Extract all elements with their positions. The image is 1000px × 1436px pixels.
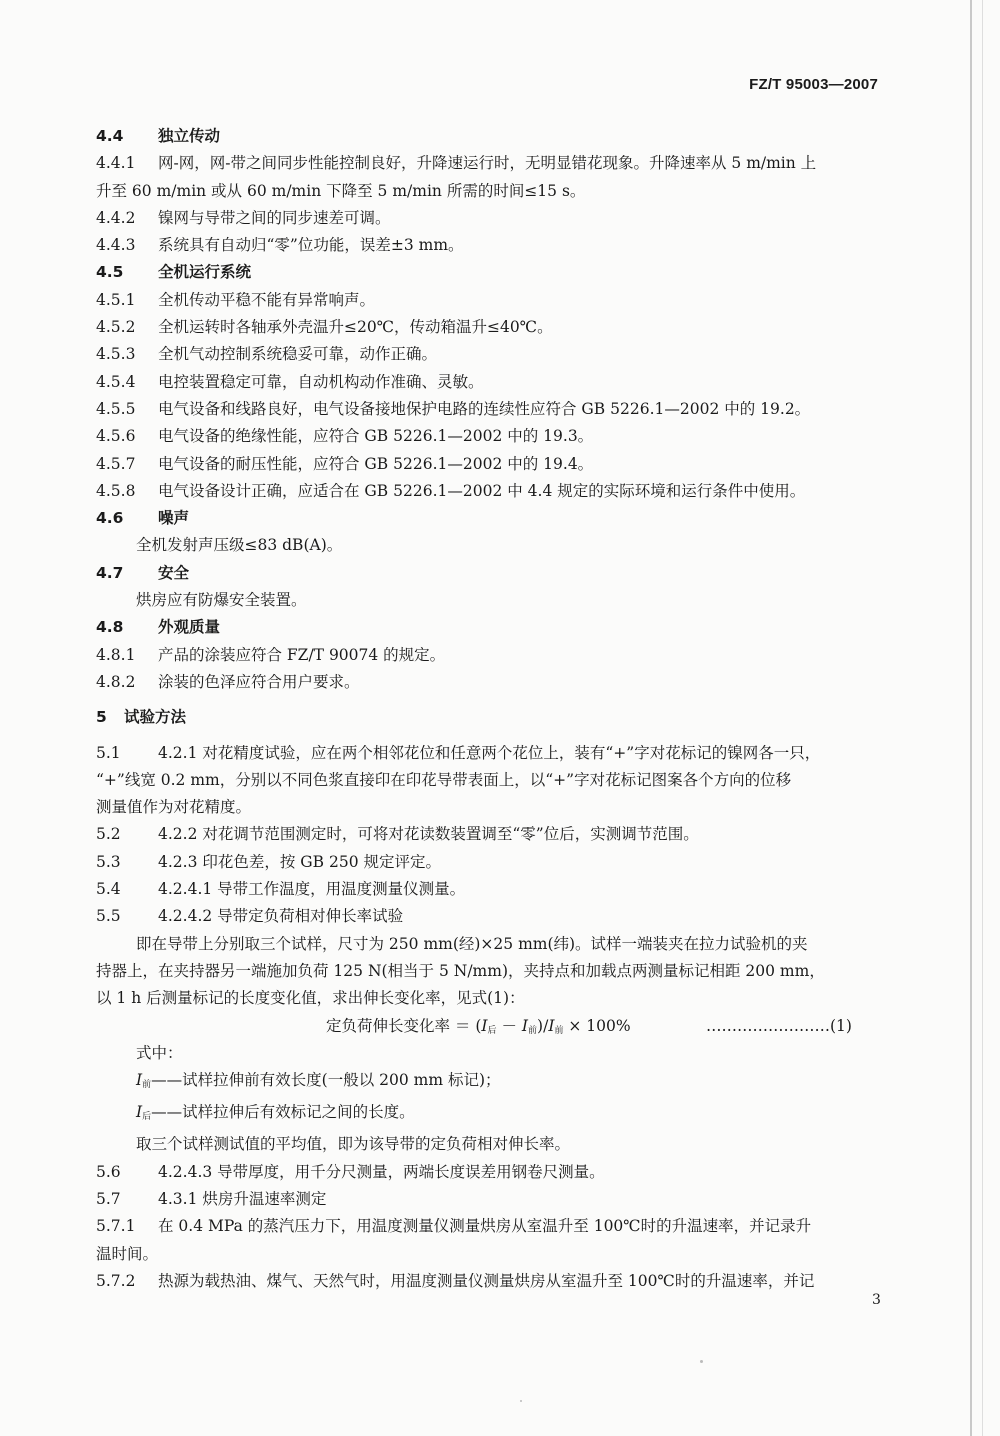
clause-5-5-p1: 即在导带上分别取三个试样，尺寸为 250 mm(经)×25 mm(纬)。试样一端装夹在拉力试验机的夹: [136, 934, 808, 953]
clause-5-2: 5.2 4.2.2 对花调节范围测定时，可将对花读数装置调至“零”位后，实测调节范围。: [96, 825, 699, 844]
clause-4-5-4: 4.5.4 电控装置稳定可靠，自动机构动作准确、灵敏。: [96, 372, 484, 391]
clause-5-7-1: 5.7.1 在 0.4 MPa 的蒸汽压力下，用温度测量仪测量烘房从室温升至 100℃时的升温速率，并记录升: [96, 1217, 812, 1236]
clause-4-4-1-cont: 升至 60 m/min 或从 60 m/min 下降至 5 m/min 所需的时间≤15 s。: [96, 181, 586, 200]
clause-5-7-1-cont: 温时间。: [96, 1244, 159, 1263]
clause-4-5-7: 4.5.7 电气设备的耐压性能，应符合 GB 5226.1—2002 中的 19.4。: [96, 454, 594, 473]
clause-4-4-3: 4.4.3 系统具有自动归“零”位功能，误差±3 mm。: [96, 236, 464, 255]
clause-4-5-5: 4.5.5 电气设备和线路良好，电气设备接地保护电路的连续性应符合 GB 5226.1—2002 中的 19.2。: [96, 399, 811, 418]
body-text: [96, 123, 886, 1295]
where-i-after: $I_后——$试样拉伸后有效标记之间的长度。: [136, 1103, 415, 1123]
clause-5-5-p3: 以 1 h 后测量标记的长度变化值，求出伸长变化率，见式(1)：: [96, 989, 525, 1008]
clause-5-3: 5.3 4.2.3 印花色差，按 GB 250 规定评定。: [96, 852, 442, 871]
scan-edge-line-secondary: [982, 0, 983, 1436]
where-average: 取三个试样测试值的平均值，即为该导带的定负荷相对伸长率。: [136, 1135, 571, 1154]
formula-reference: ……………………(1): [706, 1016, 852, 1035]
clause-4-7-text: 烘房应有防爆安全装置。: [136, 591, 307, 610]
clause-5-4: 5.4 4.2.4.1 导带工作温度，用温度测量仪测量。: [96, 880, 466, 899]
heading-4-6: 4.6 噪声: [96, 509, 190, 528]
clause-5-1-cont1: “+”线宽 0.2 mm，分别以不同色浆直接印在印花导带表面上，以“+”字对花标记图案各个方向的位移: [96, 770, 792, 789]
clause-5-5-p2: 持器上，在夹持器另一端施加负荷 125 N(相当于 5 N/mm)，夹持点和加载点两测量标记相距 200 mm，: [96, 961, 825, 980]
heading-4-7: 4.7 安全: [96, 563, 190, 582]
clause-4-5-1: 4.5.1 全机传动平稳不能有异常响声。: [96, 290, 376, 309]
clause-5-6: 5.6 4.2.4.3 导带厚度，用千分尺测量，两端长度误差用钢卷尺测量。: [96, 1162, 605, 1181]
clause-4-4-1: 4.4.1 网-网，网-带之间同步性能控制良好，升降速运行时，无明显错花现象。升降速率从 5 m/min 上: [96, 154, 817, 173]
clause-4-6-text: 全机发射声压级≤83 dB(A)。: [136, 536, 343, 555]
clause-5-7-2: 5.7.2 热源为载热油、煤气、天然气时，用温度测量仪测量烘房从室温升至 100℃时的升温速率，并记: [96, 1271, 815, 1290]
where-i-before: $I_前——$试样拉伸前有效长度(一般以 200 mm 标记)；: [136, 1070, 501, 1090]
clause-4-5-6: 4.5.6 电气设备的绝缘性能，应符合 GB 5226.1—2002 中的 19.3。: [96, 427, 594, 446]
scan-edge-line: [970, 0, 972, 1436]
formula-1: [96, 1013, 886, 1040]
scan-speck: [520, 1400, 522, 1402]
heading-4-4: 4.4 独立传动: [96, 127, 221, 145]
clause-4-8-1: 4.8.1 产品的涂装应符合 FZ/T 90074 的规定。: [96, 645, 446, 664]
formula-expression: 定负荷伸长变化率 ＝ $(I_后 - I_前)/I_前 \times 100\%$: [326, 1016, 631, 1036]
clause-4-5-8: 4.5.8 电气设备设计正确，应适合在 GB 5226.1—2002 中 4.4 规定的实际环境和运行条件中使用。: [96, 481, 806, 500]
clause-4-8-2: 4.8.2 涂装的色泽应符合用户要求。: [96, 672, 360, 691]
clause-4-5-2: 4.5.2 全机运转时各轴承外壳温升≤20℃，传动箱温升≤40℃。: [96, 318, 553, 337]
heading-5: 5 试验方法: [96, 708, 187, 727]
scan-speck: [700, 1360, 703, 1363]
standard-number: FZ/T 95003—2007: [749, 76, 878, 93]
page-number: 3: [872, 1292, 881, 1308]
heading-4-8: 4.8 外观质量: [96, 618, 221, 637]
heading-4-5: 4.5 全机运行系统: [96, 263, 252, 282]
clause-5-5: 5.5 4.2.4.2 导带定负荷相对伸长率试验: [96, 907, 404, 926]
clause-5-7: 5.7 4.3.1 烘房升温速率测定: [96, 1189, 327, 1208]
clause-5-1-cont2: 测量值作为对花精度。: [96, 798, 252, 817]
clause-5-1: 5.1 4.2.1 对花精度试验，应在两个相邻花位和任意两个花位上，装有“+”字对花标记的镍网各一只，: [96, 743, 821, 762]
clause-4-4-2: 4.4.2 镍网与导带之间的同步速差可调。: [96, 208, 391, 227]
clause-4-5-3: 4.5.3 全机气动控制系统稳妥可靠，动作正确。: [96, 345, 438, 364]
where-title: 式中：: [136, 1043, 183, 1062]
